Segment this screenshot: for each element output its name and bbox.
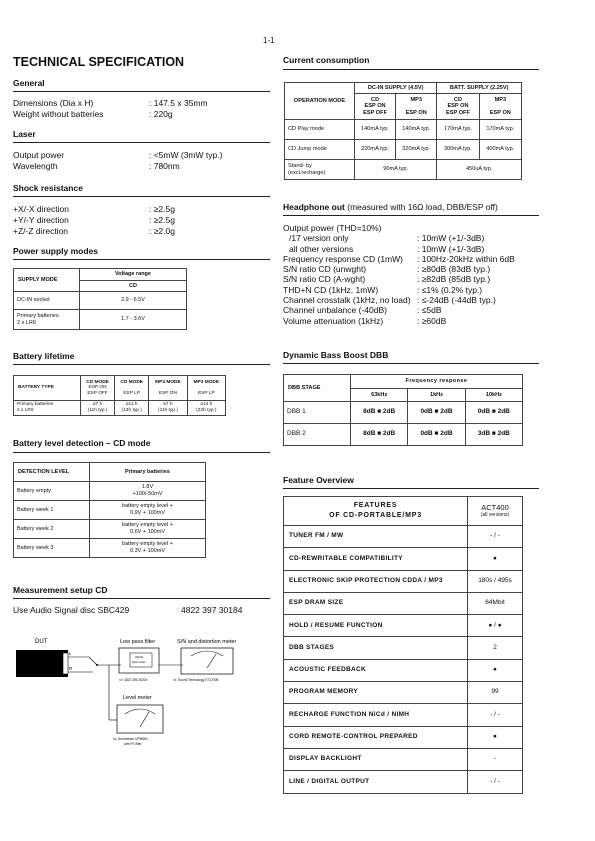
table-cell: Battery week 3: [14, 539, 90, 558]
spec-label: Volume attenuation (1kHz): [283, 315, 384, 326]
measurement-heading: Measurement setup CD: [13, 585, 108, 595]
dut-box: [16, 650, 68, 677]
col-header: [437, 94, 479, 120]
spec-label: Channel unbalance (-40dB): [283, 305, 387, 316]
table-cell: DBB 2: [284, 424, 351, 446]
cell-line: ≥11 h: [125, 402, 138, 408]
laser-heading: Laser: [13, 129, 36, 139]
row-label-line: 2 x LR6: [17, 319, 36, 326]
col-header-line: ACT400: [481, 503, 509, 513]
col-header-line: ESP ON: [405, 109, 427, 116]
sn-meter-ref: i.e. Sound Technology ST1700B: [173, 678, 219, 682]
table-cell: CD Jump mode: [285, 140, 355, 160]
current-heading: Current consumption: [283, 55, 370, 65]
col-header-line: ESP OFF: [87, 390, 108, 396]
battery-lifetime-table: [13, 375, 226, 416]
power-rule: [13, 259, 270, 260]
col-frequency-response: Frequency response: [351, 375, 523, 389]
col-header-line: ESP LP: [197, 390, 215, 396]
col-header: [187, 376, 225, 401]
table-cell: 8dB ■ 2dB: [351, 402, 408, 424]
cell-line: 1.8V: [141, 484, 154, 491]
spec-label: +Z/-Z direction: [13, 226, 69, 236]
col-dcin-supply: DC-IN SUPPLY (4.5V): [355, 83, 437, 94]
battery-level-rule: [13, 452, 270, 453]
spec-value: : <5mW (3mW typ.): [149, 150, 223, 160]
table-cell: 320mA typ.: [396, 140, 437, 160]
table-cell: [285, 160, 355, 180]
col-header-line: MP3: [494, 96, 507, 103]
lpf-ref: i.e. 4822 395 30204: [119, 678, 148, 682]
spec-label: S/N ratio CD (A-wght): [283, 274, 366, 285]
spec-value: : ≤5dB: [417, 305, 442, 316]
spec-value: : ≥2.5g: [149, 215, 175, 225]
dbb-heading: Dynamic Bass Boost DBB: [283, 350, 389, 360]
table-cell: 140mA typ.: [355, 120, 396, 140]
power-modes-table: [13, 268, 187, 330]
col-header-line: ESP ON: [489, 109, 511, 116]
spec-value: : ≥2.0g: [149, 226, 175, 236]
col-header: [396, 94, 437, 120]
cell-line: battery empty level +: [122, 541, 173, 548]
dbb-table: [283, 374, 523, 446]
col-header-line: CD: [371, 96, 380, 103]
laser-specs: [13, 150, 222, 172]
col-header: [149, 376, 187, 401]
col-header: [479, 94, 521, 120]
general-specs: [13, 98, 208, 120]
col-header-line: MP3 MODE: [193, 379, 220, 385]
table-cell: ELECTRONIC SKIP PROTECTION CDDA / MP3: [284, 570, 468, 592]
page-title: TECHNICAL SPECIFICATION: [13, 55, 185, 69]
col-header-line: FEATURES: [353, 502, 398, 509]
col-supply-mode: SUPPLY MODE: [14, 269, 80, 292]
col-header-line: ESP ON: [364, 103, 386, 110]
feature-heading: Feature Overview: [283, 475, 354, 485]
table-cell: 99: [468, 682, 523, 704]
battery-level-heading: Battery level detection – CD mode: [13, 438, 151, 448]
spec-label: Weight without batteries: [13, 109, 104, 119]
col-voltage-range: Voltage range: [80, 269, 187, 281]
col-header-line: CD: [453, 96, 463, 103]
cell-line: (11h typ.): [87, 408, 108, 413]
table-cell: CD Play mode: [285, 120, 355, 140]
table-cell: 2.9 - 6.5V: [80, 292, 187, 310]
table-cell: - / -: [468, 771, 523, 793]
cell-line: (11h typ.): [157, 408, 178, 413]
feature-table: [283, 496, 523, 794]
table-cell: 1.7 - 3.6V: [80, 310, 187, 330]
dut-label: DUT: [35, 639, 48, 645]
headphone-specs: [283, 223, 515, 326]
headphone-heading: [283, 202, 498, 212]
table-cell: 3dB ■ 2dB: [465, 424, 522, 446]
table-cell: Battery week 1: [14, 501, 90, 520]
cell-line: 0.6V + 100mV: [129, 529, 165, 535]
spec-label: Wavelength: [13, 161, 58, 171]
battery-lifetime-rule: [13, 364, 270, 365]
col-header: [115, 376, 149, 401]
spec-label: Output power: [13, 150, 65, 160]
sn-meter-box: [181, 648, 233, 674]
spec-value: : ≥60dB: [417, 315, 447, 326]
table-cell: DISPLAY BACKLIGHT: [284, 748, 468, 770]
spec-value: : 10mW (+1/-3dB): [417, 233, 485, 244]
spec-label: all other versions: [289, 243, 354, 254]
spec-label: S/N ratio CD (unwght): [283, 264, 367, 275]
shock-rule: [13, 196, 270, 197]
row-label-line: Primary batteries: [17, 402, 54, 408]
spec-value: : ≤-24dB (-44dB typ.): [417, 295, 496, 306]
table-cell: 90mA typ.: [355, 160, 437, 180]
table-cell: [90, 539, 206, 558]
table-cell: [14, 401, 81, 416]
col-model: [468, 497, 523, 526]
table-cell: Battery week 2: [14, 520, 90, 539]
table-cell: 140mA typ.: [396, 120, 437, 140]
cell-line: ≥7 h: [163, 402, 173, 408]
table-cell: 180s / 495s: [468, 570, 523, 592]
table-cell: 450uA typ.: [437, 160, 522, 180]
col-header-line: MP3 MODE: [155, 379, 181, 385]
table-cell: 0dB ■ 2dB: [408, 402, 465, 424]
spec-label: Output power (THD=10%): [283, 223, 382, 233]
table-cell: [187, 401, 225, 416]
spec-value: : ≥2.5g: [149, 204, 175, 214]
spec-value: : 10mW (+1/-3dB): [417, 243, 485, 254]
spec-value: : 780nm: [149, 161, 180, 171]
general-rule: [13, 91, 270, 92]
col-dbb-stage: DBB STAGE: [284, 375, 351, 402]
row-label-line: Stand- by: [288, 162, 312, 169]
table-cell: 2: [468, 637, 523, 659]
l-channel-label: L: [69, 651, 72, 656]
col-header-line: ESP ON: [88, 385, 107, 391]
level-meter-ref: with FF-filter: [124, 742, 142, 746]
col-header-line: ESP OFF: [363, 109, 387, 116]
table-cell: Battery empty: [14, 482, 90, 501]
col-header-line: ESP LP: [123, 390, 141, 396]
col-detection-level: DETECTION LEVEL: [14, 463, 90, 482]
col-header-line: CD MODE: [120, 379, 144, 385]
table-cell: 64Mbit: [468, 592, 523, 614]
spec-label: +Y/-Y direction: [13, 215, 69, 225]
col-features: [284, 497, 468, 526]
table-cell: LINE / DIGITAL OUTPUT: [284, 771, 468, 793]
row-label-line: (excl.recharge): [288, 169, 326, 176]
lpf-inner-text: 22kHz: [135, 655, 144, 659]
dbb-rule: [283, 363, 539, 364]
battery-lifetime-heading: Battery lifetime: [13, 351, 75, 361]
table-cell: ● / ●: [468, 615, 523, 637]
spec-value: : 220g: [149, 109, 173, 119]
table-cell: HOLD / RESUME FUNCTION: [284, 615, 468, 637]
feature-rule: [283, 488, 539, 489]
spec-value: : ≤1% (0.2% typ.): [417, 284, 483, 295]
headphone-rule: [283, 215, 539, 216]
table-cell: 400mA typ.: [479, 140, 521, 160]
table-cell: ACOUSTIC FEEDBACK: [284, 659, 468, 681]
table-cell: - / -: [468, 704, 523, 726]
col-batt-supply: BATT. SUPPLY (2.25V): [437, 83, 522, 94]
col-frequency: 63kHz: [351, 389, 408, 402]
cell-line: ≥7 h: [92, 402, 103, 408]
level-meter-label: Level meter: [123, 695, 152, 701]
dut-connector: [63, 653, 68, 674]
table-cell: 0dB ■ 2dB: [465, 402, 522, 424]
table-cell: RECHARGE FUNCTION NiCd / NIMH: [284, 704, 468, 726]
col-cd: CD: [80, 281, 187, 292]
r-channel-label: R: [69, 666, 73, 671]
cell-line: (23h typ.): [196, 408, 217, 413]
table-cell: ●: [468, 548, 523, 570]
cell-line: 0.3V + 100mV: [129, 548, 165, 554]
table-cell: [81, 401, 115, 416]
table-cell: -: [468, 748, 523, 770]
table-cell: 220mA typ.: [355, 140, 396, 160]
level-meter-ref: i.e. Sennheiser UPM550: [113, 737, 148, 741]
spec-label: Frequency response CD (1mW): [283, 253, 403, 264]
table-cell: DC-IN socket: [14, 292, 80, 310]
table-cell: CORD REMOTE-CONTROL PREPARED: [284, 726, 468, 748]
current-consumption-table: [284, 82, 522, 180]
headphone-heading-note: (measured with 16Ω load, DBB/ESP off): [347, 202, 498, 212]
table-cell: DBB STAGES: [284, 637, 468, 659]
cell-line: (13h typ.): [121, 408, 142, 413]
laser-rule: [13, 142, 270, 143]
table-cell: [14, 310, 80, 330]
table-cell: [149, 401, 187, 416]
cell-line: 0.9V + 100mV: [129, 510, 165, 516]
table-cell: 0dB ■ 2dB: [408, 424, 465, 446]
meter-dial-icon: [125, 709, 155, 714]
sn-meter-label: S/N and distortion meter: [177, 639, 237, 645]
table-cell: [90, 520, 206, 539]
measurement-text: Use Audio Signal disc SBC429: [13, 605, 130, 615]
col-header-line: ESP ON: [158, 390, 177, 396]
headphone-heading-bold: Headphone out: [283, 202, 345, 212]
meter-needle-icon: [140, 712, 149, 727]
row-label-line: Primary batteries: [17, 312, 59, 319]
power-heading: Power supply modes: [13, 246, 99, 256]
col-frequency: 1kHz: [408, 389, 465, 402]
col-battery-type: BATTERY TYPE: [14, 376, 81, 401]
switch-icon: [89, 657, 97, 665]
spec-value: : 147.5 x 35mm: [149, 98, 208, 108]
table-cell: [115, 401, 149, 416]
spec-label: Channel crosstalk (1kHz, no load): [283, 295, 411, 306]
measurement-rule: [13, 598, 270, 599]
page-number: 1-1: [263, 36, 275, 45]
col-header: [81, 376, 115, 401]
table-cell: CD-REWRITABLE COMPATIBILITY: [284, 548, 468, 570]
table-cell: DBB 1: [284, 402, 351, 424]
cell-line: +100/-50mV: [132, 491, 163, 497]
cell-line: battery empty level +: [122, 522, 173, 529]
lpf-inner-text: 10th order: [132, 660, 146, 664]
measurement-diagram: [13, 632, 278, 752]
table-cell: [90, 482, 206, 501]
col-header: [355, 94, 396, 120]
spec-label: /17 version only: [289, 233, 349, 244]
table-cell: ●: [468, 726, 523, 748]
col-header-line: ESP ON: [447, 103, 469, 110]
spec-value: : ≥80dB (83dB typ.): [417, 264, 491, 275]
col-primary-batteries: Primary batteries: [90, 463, 206, 482]
measurement-code: 4822 397 30184: [181, 605, 243, 615]
row-label-line: 2 x LR6: [17, 408, 34, 413]
table-cell: 170mA typ.: [479, 120, 521, 140]
table-cell: ●: [468, 659, 523, 681]
battery-level-table: [13, 462, 206, 558]
meter-dial-icon: [191, 651, 223, 656]
col-header-line: OF CD-PORTABLE/MP3: [329, 512, 422, 519]
shock-heading: Shock resistance: [13, 183, 83, 193]
cell-line: battery empty level +: [122, 503, 173, 510]
table-cell: [90, 501, 206, 520]
spec-label: Dimensions (Dia x H): [13, 98, 94, 108]
cell-line: ≥14 h: [200, 402, 213, 408]
table-cell: TUNER FM / MW: [284, 526, 468, 548]
spec-value: : 100Hz-20kHz within 6dB: [417, 253, 515, 264]
col-header-line: (all versions): [480, 512, 510, 519]
spec-label: THD+N CD (1kHz, 1mW): [283, 284, 379, 295]
lpf-label: Low pass filter: [120, 639, 156, 645]
col-header-line: CD MODE: [86, 379, 109, 385]
table-cell: PROGRAM MEMORY: [284, 682, 468, 704]
current-rule: [283, 69, 539, 70]
spec-label: +X/-X direction: [13, 204, 69, 214]
shock-specs: [13, 204, 175, 237]
table-cell: 170mA typ.: [437, 120, 479, 140]
col-header-line: MP3: [410, 96, 422, 103]
col-frequency: 10kHz: [465, 389, 522, 402]
table-cell: - / -: [468, 526, 523, 548]
col-header-line: ESP OFF: [446, 109, 470, 116]
spec-value: : ≥82dB (85dB typ.): [417, 274, 491, 285]
meter-needle-icon: [207, 654, 216, 668]
table-cell: 8dB ■ 2dB: [351, 424, 408, 446]
general-heading: General: [13, 78, 45, 88]
table-cell: 300mA typ.: [437, 140, 479, 160]
col-operation-mode: OPERATION MODE: [285, 83, 355, 120]
table-cell: ESP DRAM SIZE: [284, 592, 468, 614]
